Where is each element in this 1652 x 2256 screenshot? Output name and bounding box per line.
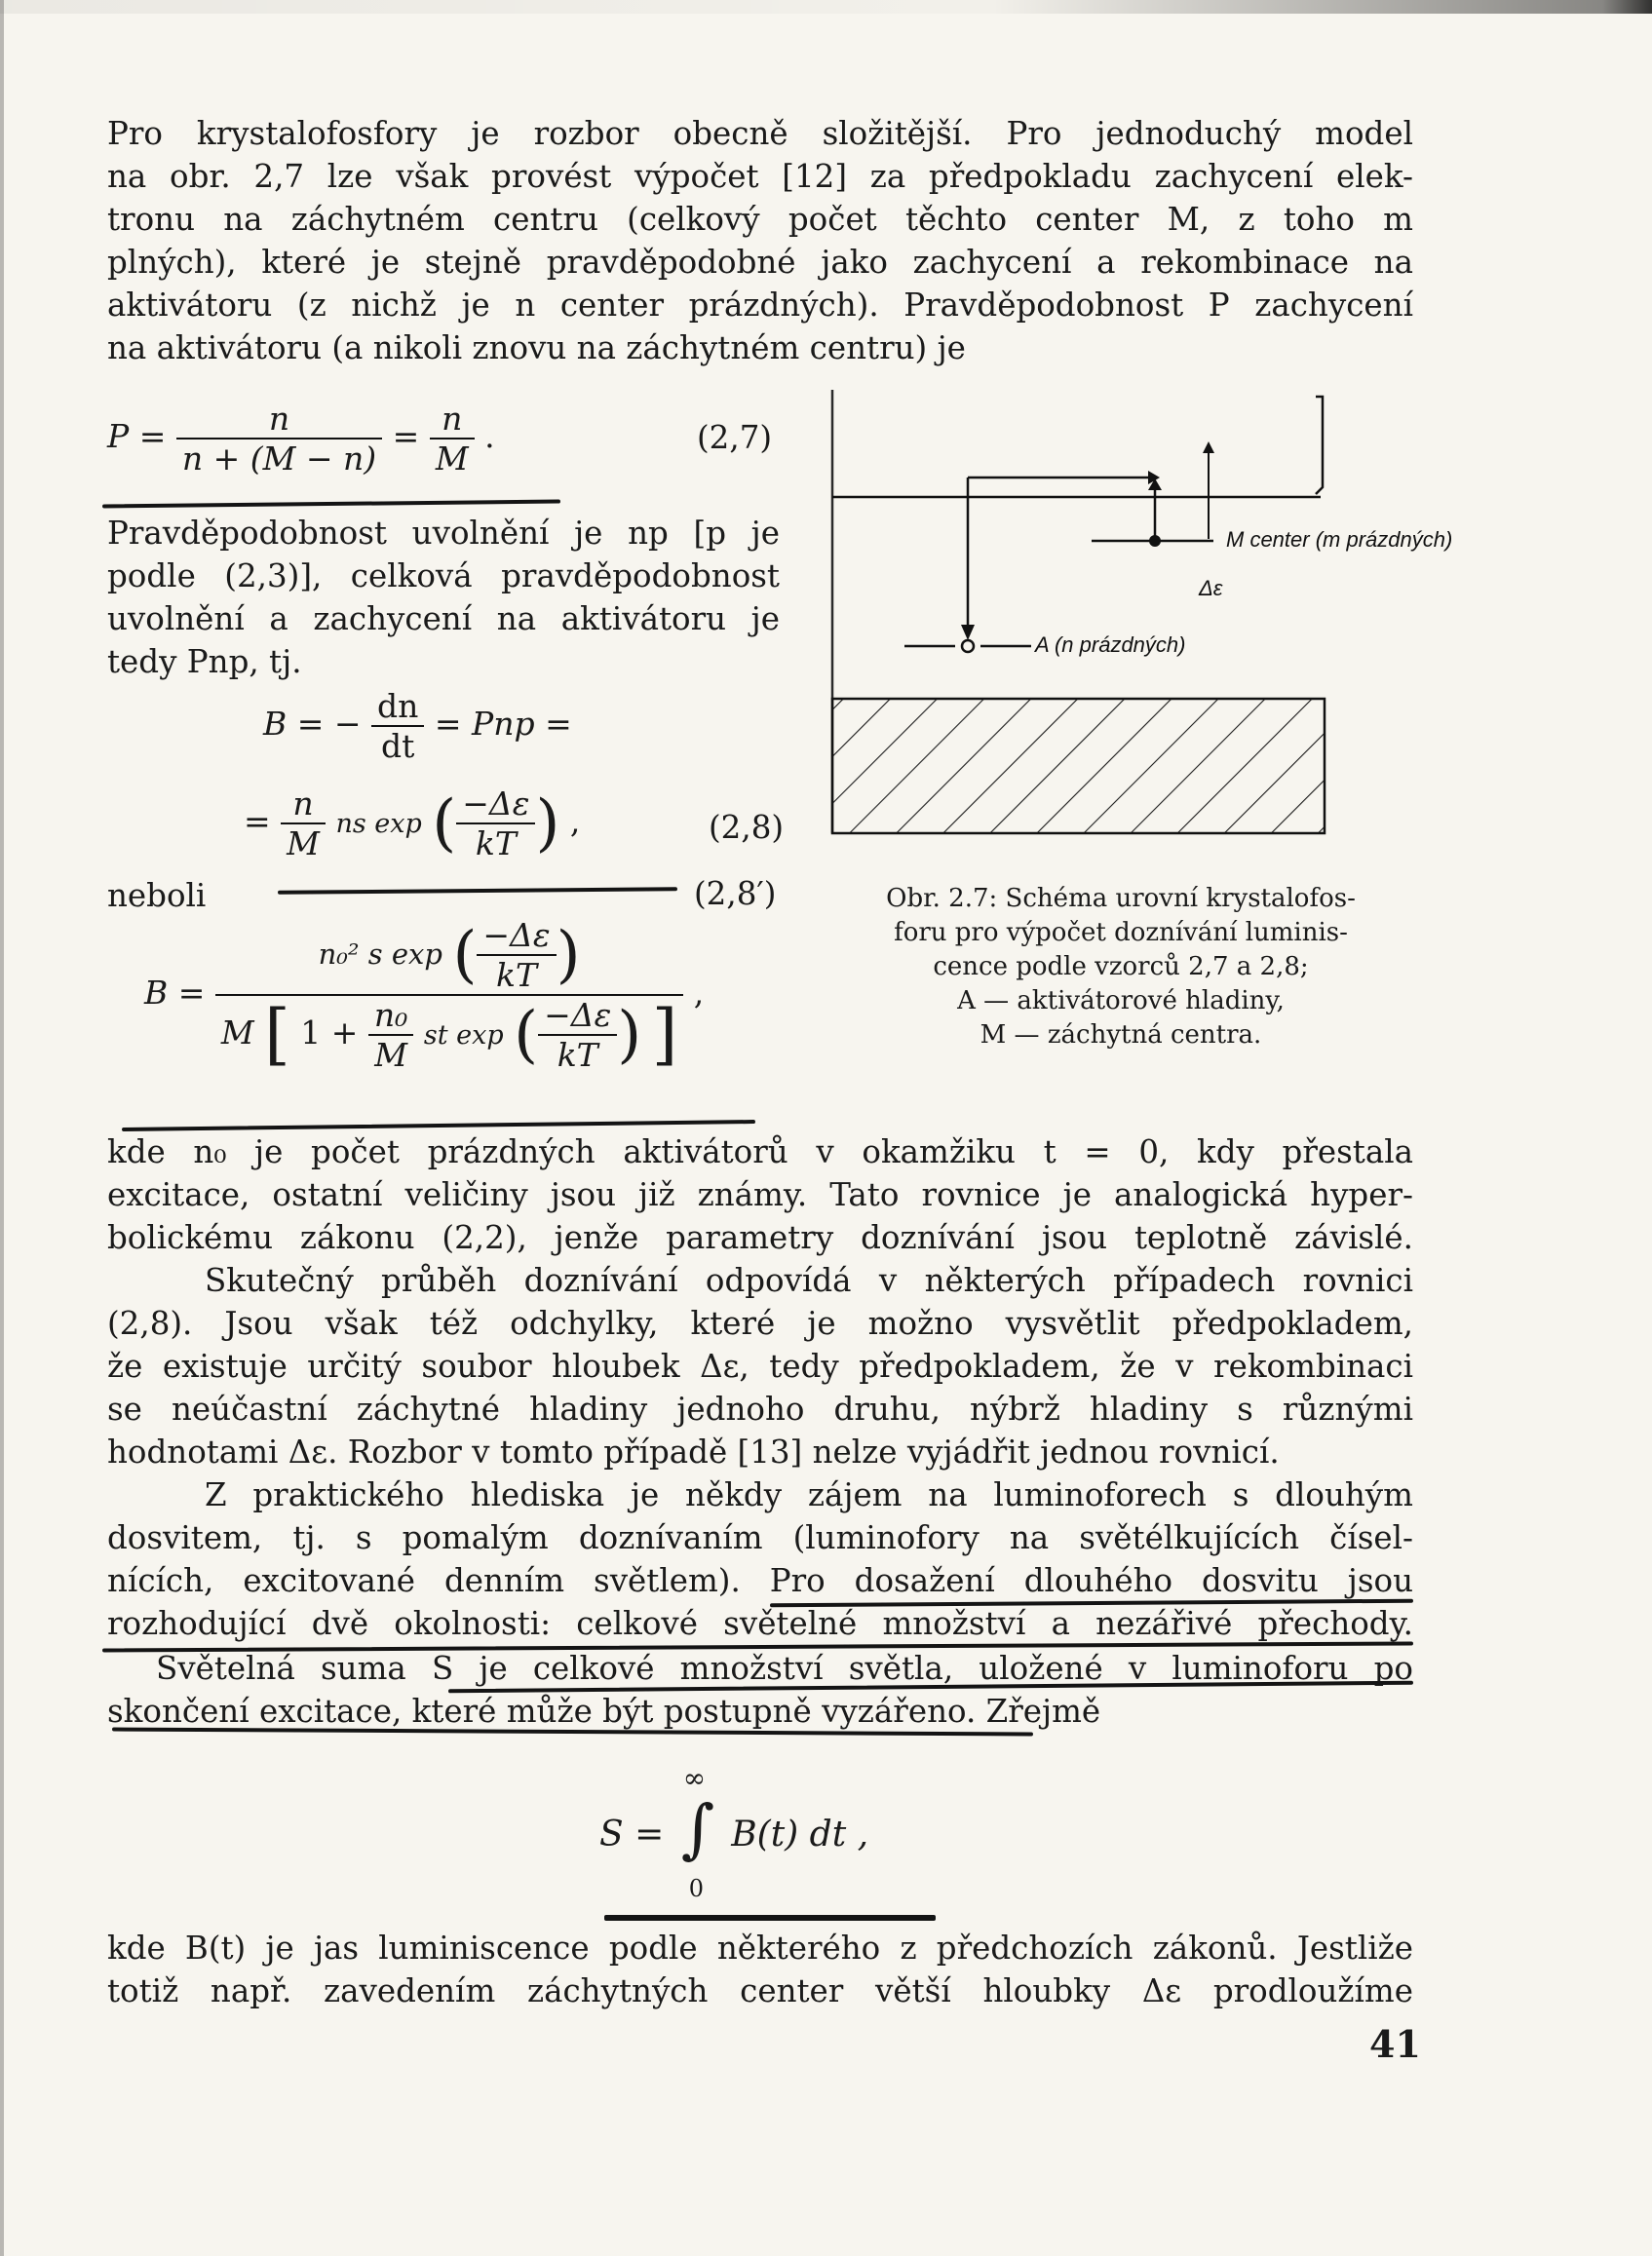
denominator: M xyxy=(430,438,475,478)
text-line: Pravděpodobnost uvolnění je np [p je xyxy=(107,515,780,552)
numerator: n xyxy=(442,400,463,438)
denominator: n + (M − n) xyxy=(176,438,382,478)
upper-limit: ∞ xyxy=(682,1762,707,1794)
caption-line: foru pro výpočet doznívání luminis- xyxy=(894,918,1348,947)
equation-integral xyxy=(599,1764,868,1910)
integral-sign xyxy=(675,1764,720,1910)
equation-2-7 xyxy=(107,400,495,478)
text-line: na obr. 2,7 lze však provést výpočet [12] za předpokladu zachycení elek- xyxy=(107,158,1413,195)
text-line: aktivátoru (z nichž je n center prázdných). Pravděpodobnost P zachycení xyxy=(107,287,1413,324)
trap-electron xyxy=(1149,535,1161,547)
pen-underline xyxy=(102,500,560,509)
page-number: 41 xyxy=(1369,2022,1421,2066)
eq-lhs: S = xyxy=(599,1815,665,1855)
energy-level-diagram xyxy=(828,385,1511,862)
label-M-center: M center (m prázdných) xyxy=(1226,527,1453,552)
denominator: dt xyxy=(371,725,424,765)
fraction xyxy=(368,996,413,1074)
text-line: Skutečný průběh doznívání odpovídá v některých případech rovnici xyxy=(205,1262,1413,1299)
text-line: že existuje určitý soubor hloubek Δε, tedy předpokladem, že v rekombinaci xyxy=(107,1348,1413,1385)
numerator: n₀ xyxy=(373,996,408,1034)
eq-lhs: B = xyxy=(144,974,206,1012)
numerator: −Δε xyxy=(544,996,612,1034)
text-line: (2,8). Jsou však též odchylky, které je možno vysvětlit předpokladem, xyxy=(107,1305,1413,1342)
brace-mark xyxy=(1316,397,1323,494)
denominator: M xyxy=(368,1034,413,1074)
scan-left-edge xyxy=(0,0,4,2256)
numerator: n xyxy=(268,400,290,438)
paren: ) xyxy=(617,999,642,1071)
num-pre: n₀² s exp xyxy=(318,937,442,971)
text-line: podle (2,3)], celková pravděpodobnost xyxy=(107,557,780,594)
integral-symbol: ∫ xyxy=(680,1791,715,1866)
numerator: −Δε xyxy=(462,784,530,822)
fraction xyxy=(281,784,326,862)
integrand: B(t) dt , xyxy=(731,1815,869,1855)
den-pre: M xyxy=(220,1013,254,1052)
eq-sign: = xyxy=(244,802,271,840)
caption-line: M — záchytná centra. xyxy=(980,1020,1262,1050)
text-line: Světelná suma S je celkové množství světla, uložené v luminoforu po xyxy=(156,1650,1413,1687)
arrow-head xyxy=(961,625,975,640)
text-line: Z praktického hlediska je někdy zájem na luminoforech s dlouhým xyxy=(205,1476,1413,1513)
paragraph-practical xyxy=(107,1473,1413,1645)
caption-line: A — aktivátorové hladiny, xyxy=(957,986,1285,1015)
eq-tail: , xyxy=(693,974,705,1012)
eq-tail: , xyxy=(569,802,581,840)
label-delta-epsilon: Δε xyxy=(1199,576,1223,600)
text-line: excitace, ostatní veličiny jsou již známy. Tato rovnice je analogická hyper- xyxy=(107,1176,1413,1213)
paragraph-kde xyxy=(107,1130,1413,1259)
text-line: Pro krystalofosfory je rozbor obecně složitější. Pro jednoduchý model xyxy=(107,115,1413,152)
paren: ( xyxy=(452,919,478,991)
fraction xyxy=(430,400,475,478)
eq-tail: . xyxy=(484,417,495,455)
den-mid: st exp xyxy=(423,1020,504,1051)
paren: ( xyxy=(432,787,457,860)
equation-2-8-line2 xyxy=(244,784,580,862)
text-line: uvolnění a zachycení na aktivátoru je xyxy=(107,600,780,637)
denominator: M xyxy=(281,822,326,862)
eq-lhs: B = − xyxy=(263,705,362,743)
text-line: nících, excitované denním světlem). Pro dosažení dlouhého dosvitu jsou xyxy=(107,1562,1413,1599)
denominator: kT xyxy=(538,1034,617,1074)
text-line: kde n₀ je počet prázdných aktivátorů v okamžiku t = 0, kdy přestala xyxy=(107,1133,1413,1170)
equation-number: (2,8′) xyxy=(694,875,777,912)
word-neboli: neboli xyxy=(107,877,207,914)
paragraph-actual-decay xyxy=(107,1259,1413,1473)
den-one: 1 + xyxy=(300,1013,359,1052)
numerator: −Δε xyxy=(482,916,551,954)
text-line: totiž např. zavedením záchytných center větší hloubky Δε prodloužíme xyxy=(107,1972,1413,2009)
paragraph-kde-bt xyxy=(107,1927,1413,2012)
bracket: ] xyxy=(651,996,678,1074)
fraction xyxy=(477,916,556,994)
paren: ) xyxy=(556,919,581,991)
eq-lhs: P = xyxy=(107,417,167,455)
figure-2-7 xyxy=(828,385,1511,862)
paragraph-probability xyxy=(107,512,780,683)
text-line: na aktivátoru (a nikoli znovu na záchytném centru) je xyxy=(107,329,966,366)
fraction xyxy=(538,996,617,1074)
denominator: kT xyxy=(456,822,535,862)
paren: ( xyxy=(514,999,539,1071)
label-A-activator: A (n prázdných) xyxy=(1035,632,1186,657)
valence-band xyxy=(832,699,1325,833)
text-line: tronu na záchytném centru (celkový počet těchto center M, z toho m xyxy=(107,201,1413,238)
numerator xyxy=(215,916,683,994)
fraction xyxy=(176,400,382,478)
numerator: n xyxy=(292,784,314,822)
equation-2-8-prime xyxy=(144,916,704,1074)
text-line: kde B(t) je jas luminiscence podle některého z předchozích zákonů. Jestliže xyxy=(107,1930,1413,1967)
equation-number: (2,7) xyxy=(697,419,773,456)
text-line: bolickému zákonu (2,2), jenže parametry doznívání jsou teplotně závislé. xyxy=(107,1219,1413,1256)
caption-line: Obr. 2.7: Schéma urovní krystalofos- xyxy=(886,884,1356,913)
text-line: skončení excitace, které může být postupně vyzářeno. Zřejmě xyxy=(107,1693,1101,1730)
lower-limit: 0 xyxy=(688,1875,705,1902)
numerator: dn xyxy=(377,687,419,725)
big-fraction xyxy=(215,916,683,1074)
scan-edge-shadow xyxy=(0,0,1652,14)
text-line: dosvitem, tj. s pomalým doznívaním (luminofory na světélkujících čísel- xyxy=(107,1519,1413,1556)
pen-underline xyxy=(604,1915,936,1921)
fraction xyxy=(456,784,535,862)
equation-2-8-line1 xyxy=(263,687,572,765)
denominator xyxy=(215,994,683,1074)
fraction xyxy=(371,687,424,765)
arrow-head xyxy=(1203,441,1214,453)
bracket: [ xyxy=(264,996,290,1074)
pen-underline xyxy=(278,887,677,895)
paragraph-intro xyxy=(107,112,1413,369)
figure-caption xyxy=(828,882,1413,1052)
text-line: plných), které je stejně pravděpodobné jako zachycení a rekombinace na xyxy=(107,244,1413,281)
eq-mid: ns exp xyxy=(335,809,422,839)
eq-sign: = xyxy=(392,417,420,455)
text-line: rozhodující dvě okolnosti: celkové světelné množství a nezářivé přechody. xyxy=(107,1605,1413,1642)
caption-line: cence podle vzorců 2,7 a 2,8; xyxy=(933,952,1309,981)
text-line: hodnotami Δε. Rozbor v tomto případě [13] nelze vyjádřit jednou rovnicí. xyxy=(107,1434,1280,1471)
activator-hole xyxy=(962,640,974,652)
eq-rhs: = Pnp = xyxy=(434,705,572,743)
equation-number: (2,8) xyxy=(709,809,785,846)
paren: ) xyxy=(535,787,560,860)
text-line: se neúčastní záchytné hladiny jednoho druhu, nýbrž hladiny s různými xyxy=(107,1391,1413,1428)
denominator: kT xyxy=(477,954,556,994)
text-line: tedy Pnp, tj. xyxy=(107,643,302,680)
